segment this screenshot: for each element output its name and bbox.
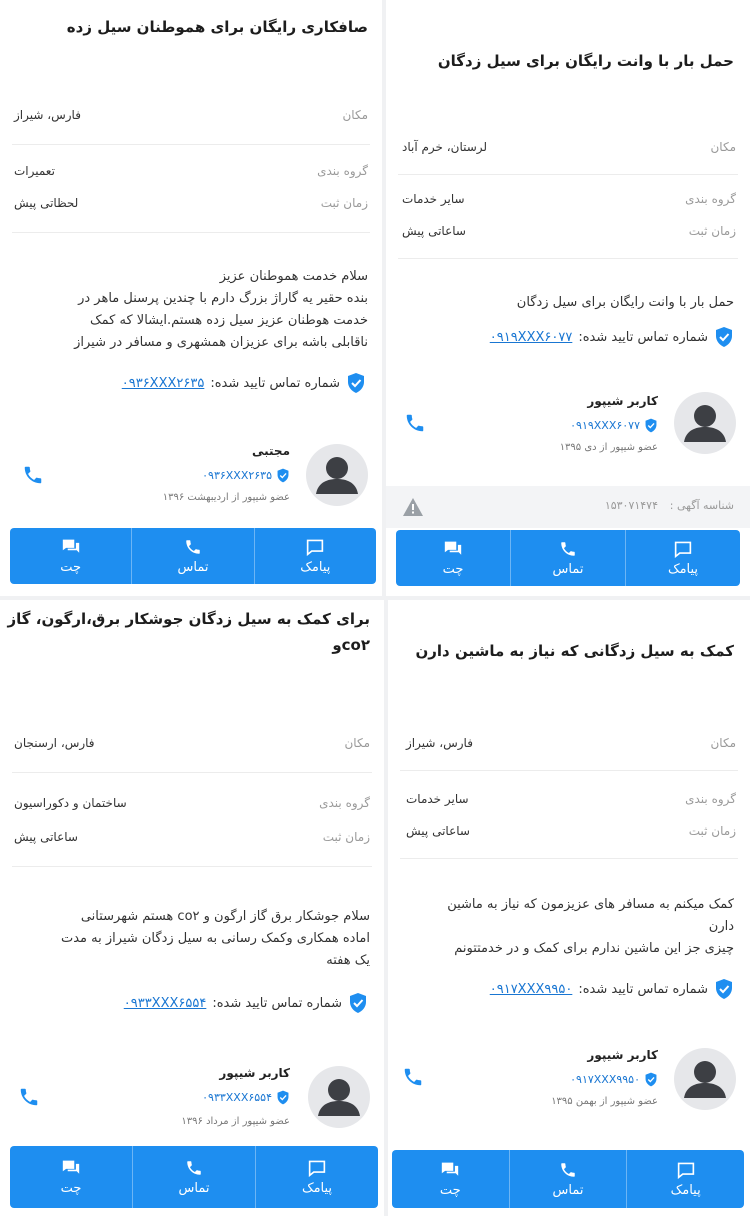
action-bar <box>10 528 376 584</box>
verified-phone-label: شماره تماس تایید شده: <box>210 375 340 391</box>
user-section <box>386 370 750 480</box>
description-line: سلام جوشکار برق گاز ارگون و co۲ هستم شهرستانی <box>80 909 370 924</box>
user-name: مجتبی <box>251 444 290 458</box>
description-line: ناقابلی باشه برای عزیزان همشهری و مسافر در شیراز <box>74 335 368 350</box>
category-value: تعمیرات <box>14 164 55 178</box>
location-row <box>14 736 370 750</box>
description-line: چیزی جز این ماشین ندارم برای کمک و در خدمتتونم <box>454 941 734 956</box>
description-line: سلام خدمت هموطنان عزیز <box>219 269 368 284</box>
avatar <box>674 392 736 454</box>
description-line: یک هفته <box>326 953 370 968</box>
location-value: فارس، شیراز <box>14 108 81 122</box>
sms-label: پیامک <box>670 1182 701 1198</box>
posted-label: زمان ثبت <box>320 196 368 210</box>
sms-button[interactable] <box>255 528 376 584</box>
chat-icon <box>61 1159 81 1177</box>
sms-icon <box>676 1161 696 1179</box>
avatar <box>308 1066 370 1128</box>
sms-icon <box>305 538 325 556</box>
user-section <box>0 418 382 526</box>
verified-shield-icon <box>644 1072 658 1087</box>
ad-description <box>404 894 734 960</box>
category-row <box>406 792 736 806</box>
user-phone-number[interactable]: ۰۹۱۷XXX۹۹۵۰ <box>570 1073 640 1086</box>
posted-label: زمان ثبت <box>322 830 370 844</box>
verified-phone <box>122 372 366 394</box>
ad-card-pickup-transport <box>386 0 750 596</box>
user-section <box>0 1038 384 1146</box>
avatar <box>674 1048 736 1110</box>
category-label: گروه بندی <box>317 164 368 178</box>
chat-icon <box>61 538 81 556</box>
call-icon <box>558 1161 578 1179</box>
call-label: تماس <box>552 561 584 577</box>
user-phone[interactable] <box>570 418 658 433</box>
verified-shield-icon <box>276 1090 290 1105</box>
posted-label: زمان ثبت <box>688 824 736 838</box>
category-value: ساختمان و دکوراسیون <box>14 796 127 810</box>
ad-id-value: ۱۵۳۰۷۱۴۷۴ <box>604 499 658 512</box>
sms-label: پیامک <box>301 1180 333 1196</box>
chat-button[interactable] <box>396 530 511 586</box>
action-bar <box>392 1150 744 1208</box>
ad-title <box>8 606 370 658</box>
call-icon <box>558 540 578 558</box>
ad-description <box>404 292 734 314</box>
description-line: کمک میکنم به مسافر های عزیزمون که نیاز به ماشین <box>447 897 734 912</box>
divider <box>12 232 370 233</box>
user-phone[interactable] <box>570 1072 658 1087</box>
divider <box>398 174 738 175</box>
phone-icon[interactable] <box>404 412 426 434</box>
user-section <box>388 1024 750 1132</box>
posted-value: ساعاتی پیش <box>406 824 470 838</box>
user-phone-number[interactable]: ۰۹۳۶XXX۲۶۳۵ <box>202 469 272 482</box>
phone-icon[interactable] <box>18 1086 40 1108</box>
action-bar <box>396 530 740 586</box>
description-line: دارن <box>708 919 734 934</box>
user-phone[interactable] <box>202 468 290 483</box>
divider <box>12 772 372 773</box>
user-phone-number[interactable]: ۰۹۱۹XXX۶۰۷۷ <box>570 419 640 432</box>
action-bar <box>10 1146 378 1208</box>
chat-label: چت <box>60 559 82 575</box>
location-label: مکان <box>342 108 368 122</box>
member-since: عضو شیپور از مرداد ۱۳۹۶ <box>181 1116 290 1127</box>
posted-row <box>14 830 370 844</box>
verified-phone-label: شماره تماس تایید شده: <box>578 329 708 345</box>
verified-phone-label: شماره تماس تایید شده: <box>578 981 708 997</box>
verified-shield-icon <box>346 372 366 394</box>
description-line: بنده حقیر یه گاراژ بزرگ دارم با چندین پرسنل ماهر در <box>78 291 368 306</box>
verified-phone <box>490 326 734 348</box>
ad-id-bar <box>386 486 750 528</box>
user-phone-number[interactable]: ۰۹۳۳XXX۶۵۵۴ <box>202 1091 272 1104</box>
category-value: سایر خدمات <box>402 192 465 206</box>
divider <box>12 866 372 867</box>
ad-card-car-help <box>388 600 750 1216</box>
ad-title-line: co۲و <box>332 636 370 654</box>
category-label: گروه بندی <box>685 792 736 806</box>
verified-phone-number[interactable]: ۰۹۱۷XXX۹۹۵۰ <box>489 981 573 997</box>
verified-phone-number[interactable]: ۰۹۳۶XXX۲۶۳۵ <box>121 375 205 391</box>
ad-card-welding-repair <box>0 0 382 596</box>
sms-icon <box>673 540 693 558</box>
user-phone[interactable] <box>202 1090 290 1105</box>
chat-label: چت <box>442 561 464 577</box>
user-name: کاربر شیپور <box>587 1048 658 1062</box>
sms-icon <box>307 1159 327 1177</box>
user-name: کاربر شیپور <box>587 394 658 408</box>
location-row <box>406 736 736 750</box>
description-line: اماده همکاری وکمک رسانی به سیل زدگان شیراز به مدت <box>61 931 370 946</box>
posted-value: ساعاتی پیش <box>402 224 466 238</box>
verified-shield-icon <box>644 418 658 433</box>
description-line: حمل بار با وانت رایگان برای سیل زدگان <box>516 295 734 310</box>
category-row <box>14 164 368 178</box>
posted-row <box>402 224 736 238</box>
user-avatar-icon <box>674 1048 736 1110</box>
category-row <box>402 192 736 206</box>
verified-phone-number[interactable]: ۰۹۳۳XXX۶۵۵۴ <box>123 995 207 1011</box>
chat-button[interactable] <box>10 528 132 584</box>
phone-icon[interactable] <box>22 464 44 486</box>
call-icon <box>183 538 203 556</box>
sms-button[interactable] <box>256 1146 378 1208</box>
divider <box>400 858 738 859</box>
ad-title-line: برای کمک به سیل زدگان جوشکار برق،ارگون، گاز <box>7 610 370 628</box>
member-since: عضو شیپور از اردیبهشت ۱۳۹۶ <box>162 492 290 503</box>
chat-label: چت <box>60 1180 82 1196</box>
verified-shield-icon <box>714 326 734 348</box>
phone-icon[interactable] <box>402 1066 424 1088</box>
ad-description <box>14 906 370 972</box>
verified-phone <box>124 992 368 1014</box>
call-button[interactable] <box>511 530 626 586</box>
category-value: سایر خدمات <box>406 792 469 806</box>
ad-title: صافکاری رایگان برای هموطنان سیل زده <box>66 18 368 36</box>
location-label: مکان <box>344 736 370 750</box>
posted-label: زمان ثبت <box>688 224 736 238</box>
ad-title: حمل بار با وانت رایگان برای سیل زدگان <box>437 52 734 70</box>
member-since: عضو شیپور از بهمن ۱۳۹۵ <box>551 1096 658 1107</box>
call-label: تماس <box>177 559 209 575</box>
divider <box>12 144 370 145</box>
category-row <box>14 796 370 810</box>
chat-label: چت <box>439 1182 461 1198</box>
call-button[interactable] <box>132 528 254 584</box>
report-warning-icon[interactable] <box>402 497 424 517</box>
location-label: مکان <box>710 140 736 154</box>
category-label: گروه بندی <box>319 796 370 810</box>
location-row <box>402 140 736 154</box>
category-label: گروه بندی <box>685 192 736 206</box>
description-line: خدمت هوطنان عزیز سیل زده هستم.ایشالا که کمک <box>90 313 368 328</box>
call-icon <box>184 1159 204 1177</box>
location-label: مکان <box>710 736 736 750</box>
call-label: تماس <box>552 1182 584 1198</box>
posted-value: ساعاتی پیش <box>14 830 78 844</box>
posted-row <box>14 196 368 210</box>
posted-value: لحظاتی پیش <box>14 196 79 210</box>
user-avatar-icon <box>306 444 368 506</box>
verified-shield-icon <box>276 468 290 483</box>
location-value: لرستان، خرم آباد <box>402 140 488 154</box>
chat-icon <box>440 1161 460 1179</box>
call-label: تماس <box>178 1180 210 1196</box>
sms-label: پیامک <box>667 561 699 577</box>
member-since: عضو شیپور از دی ۱۳۹۵ <box>559 442 658 453</box>
call-button[interactable] <box>510 1150 628 1208</box>
user-avatar-icon <box>308 1066 370 1128</box>
posted-row <box>406 824 736 838</box>
location-row <box>14 108 368 122</box>
location-value: فارس، ارسنجان <box>14 736 95 750</box>
ad-id-label: شناسه آگهی : <box>669 499 734 512</box>
verified-phone-label: شماره تماس تایید شده: <box>212 995 342 1011</box>
sms-button[interactable] <box>627 1150 744 1208</box>
ad-card-welder <box>0 600 384 1216</box>
sms-button[interactable] <box>626 530 740 586</box>
verified-shield-icon <box>714 978 734 1000</box>
verified-phone <box>490 978 734 1000</box>
chat-button[interactable] <box>392 1150 510 1208</box>
verified-phone-number[interactable]: ۰۹۱۹XXX۶۰۷۷ <box>489 329 573 345</box>
sms-label: پیامک <box>300 559 331 575</box>
ad-title: کمک به سیل زدگانی که نیاز به ماشین دارن <box>415 642 734 660</box>
call-button[interactable] <box>133 1146 256 1208</box>
chat-button[interactable] <box>10 1146 133 1208</box>
chat-icon <box>443 540 463 558</box>
user-avatar-icon <box>674 392 736 454</box>
user-name: کاربر شیپور <box>219 1066 290 1080</box>
avatar <box>306 444 368 506</box>
divider <box>400 770 738 771</box>
location-value: فارس، شیراز <box>406 736 473 750</box>
divider <box>398 258 738 259</box>
verified-shield-icon <box>348 992 368 1014</box>
ad-description <box>12 266 368 354</box>
